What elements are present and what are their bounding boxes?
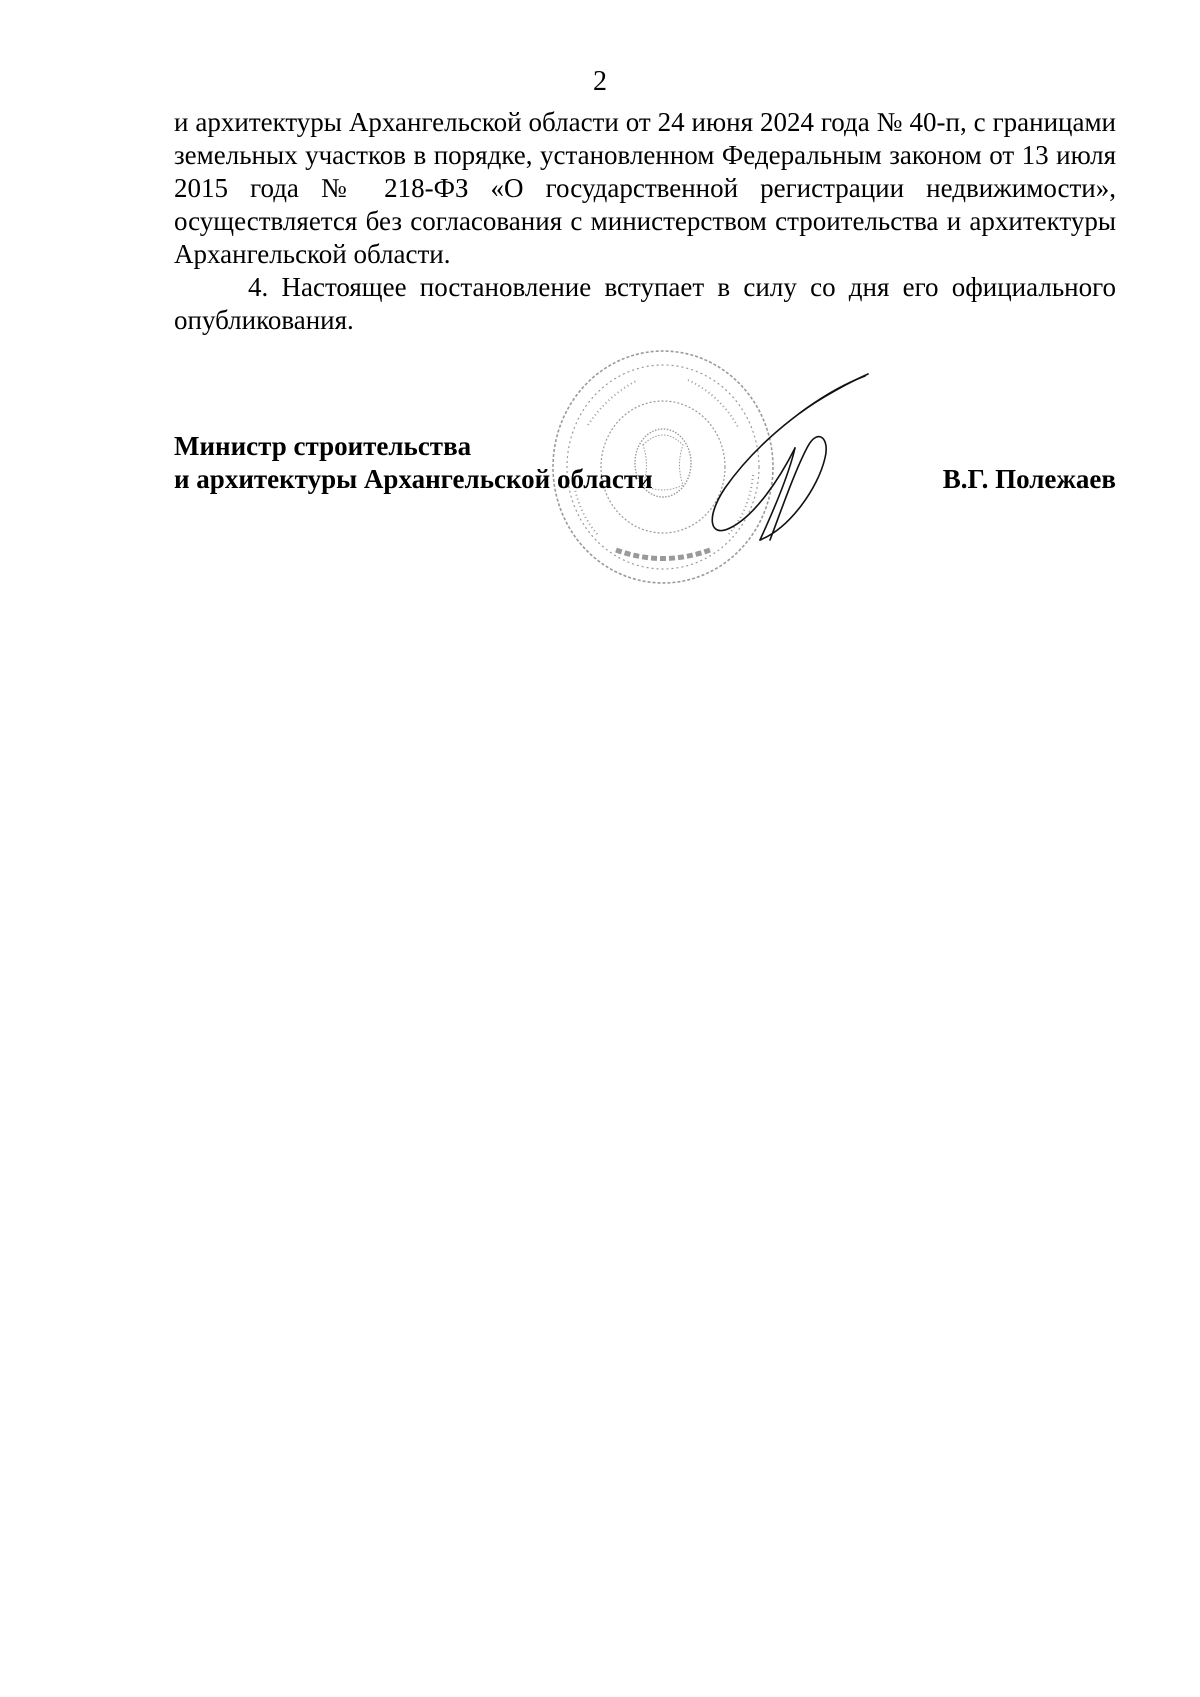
paragraph-continuation: и архитектуры Архангельской области от 24 июня 2024 года № 40-п, с границами земельных участков в порядке, установленном Федеральным законом от 13 июля 2015 года № 218-ФЗ «О государственной регистрации недвижимости», осуществляется без согласования с министерством строительства и архитектуры Архангельской области. bbox=[174, 107, 1116, 269]
signatory-position bbox=[174, 430, 653, 496]
document-body bbox=[174, 106, 1116, 337]
signatory-position-line-2: и архитектуры Архангельской области bbox=[174, 464, 653, 494]
page-number: 2 bbox=[593, 66, 607, 97]
signatory-position-line-1: Министр строительства bbox=[174, 431, 472, 461]
signature-block bbox=[174, 430, 1116, 500]
paragraph-item-4: 4. Настоящее постановление вступает в силу со дня его официального опубликования. bbox=[174, 272, 1116, 335]
signatory-name: В.Г. Полежаев bbox=[942, 464, 1116, 494]
